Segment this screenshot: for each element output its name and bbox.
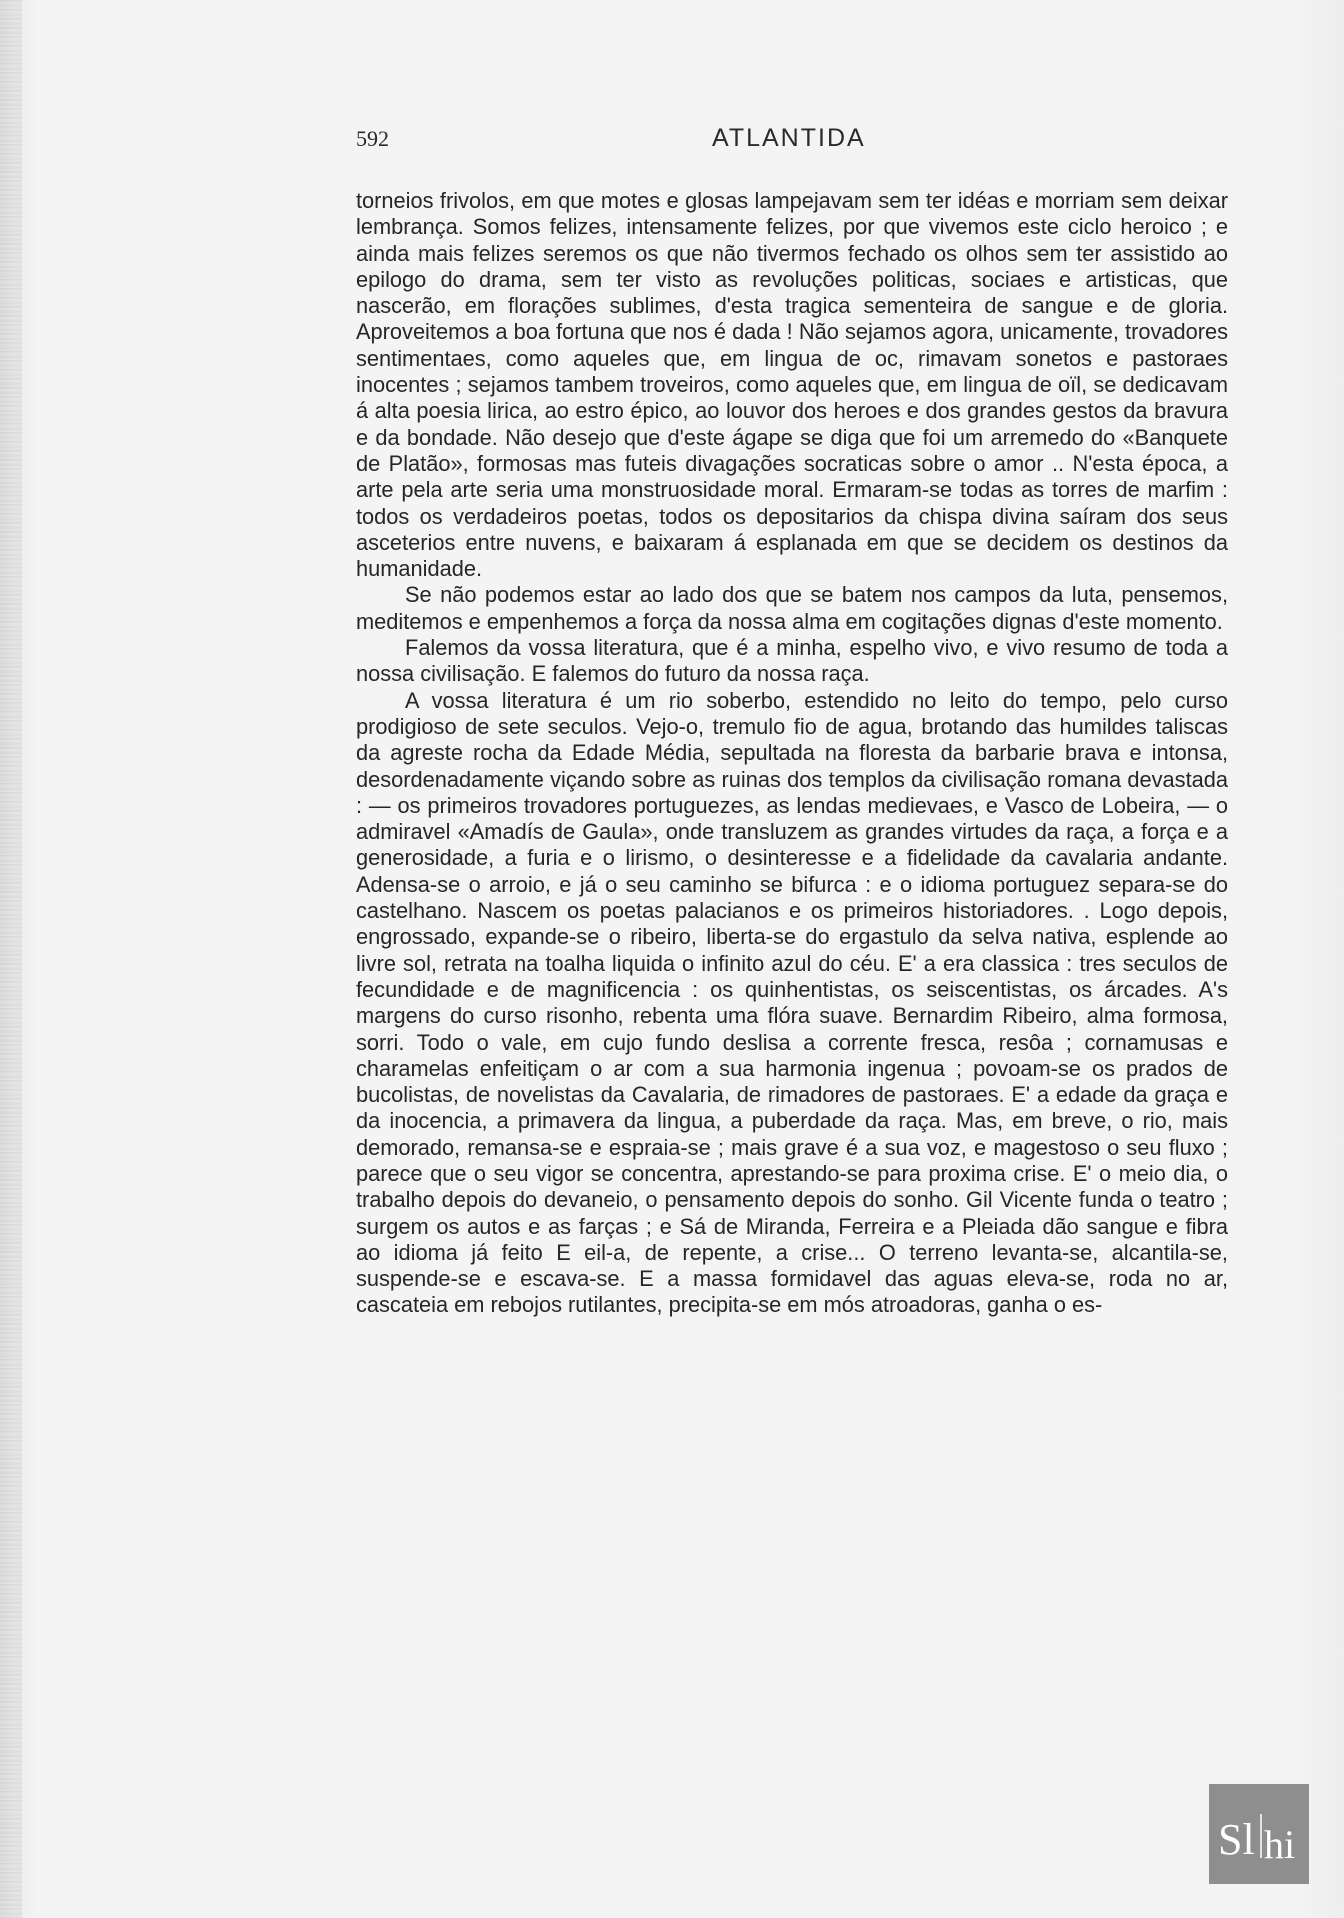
- paragraph: torneios frivolos, em que motes e glosas lampejavam sem ter idéas e morriam sem deixar lembrança. Somos felizes, intensamente felizes, por que vivemos este ciclo heroico ; e ainda mais felizes seremos os que não tivermos fechado os olhos sem ter assistido ao epilogo do drama, sem ter visto as revoluções politicas, sociaes e artisticas, que nascerão, em florações sublimes, d'esta tragica sementeira de sangue e de gloria. Aproveitemos a boa fortuna que nos é dada ! Não sejamos agora, unicamente, trovadores sentimentaes, como aqueles que, em lingua de oc, rimavam sonetos e pastoraes inocentes ; sejamos tambem troveiros, como aqueles que, em lingua de oïl, se dedicavam á alta poesia lirica, ao estro épico, ao louvor dos heroes e dos grandes gestos da bravura e da bondade. Não desejo que d'este ágape se diga que foi um arremedo do «Banquete de Platão», formosas mas futeis divagações socraticas sobre o amor .. N'esta época, a arte pela arte seria uma monstruosidade moral. Ermaram-se todas as torres de marfim : todos os verdadeiros poetas, todos os depositarios da chispa divina saíram dos seus asceterios entre nuvens, e baixaram á esplanada em que se decidem os destinos da humanidade.: [356, 188, 1228, 582]
- library-logo: [1209, 1784, 1309, 1884]
- page-header: [356, 126, 1226, 160]
- paragraph: Falemos da vossa literatura, que é a minha, espelho vivo, e vivo resumo de toda a nossa civilisação. E falemos do futuro da nossa raça.: [356, 635, 1228, 687]
- svg-text:hi: hi: [1264, 1822, 1296, 1867]
- body-text: [356, 188, 1228, 1319]
- svg-text:Sl: Sl: [1218, 1815, 1255, 1864]
- running-head-title: ATLANTIDA: [712, 124, 866, 152]
- slhi-logo-icon: [1209, 1784, 1309, 1884]
- paragraph: A vossa literatura é um rio soberbo, estendido no leito do tempo, pelo curso prodigioso de sete seculos. Vejo-o, tremulo fio de agua, brotando das humildes taliscas da agreste rocha da Edade Média, sepultada na floresta da barbarie brava e intonsa, desordenadamente viçando sobre as ruinas dos templos da civilisação romana devastada : — os primeiros trovadores portuguezes, as lendas medievaes, e Vasco de Lobeira, — o admiravel «Amadís de Gaula», onde transluzem as grandes virtudes da raça, a força e a generosidade, a furia e o lirismo, o desinteresse e a fidelidade da cavalaria andante. Adensa-se o arroio, e já o seu caminho se bifurca : e o idioma portuguez separa-se do castelhano. Nascem os poetas palacianos e os primeiros historiadores. . Logo depois, engrossado, expande-se o ribeiro, liberta-se do ergastulo da selva nativa, esplende ao livre sol, retrata na toalha liquida o infinito azul do céu. E' a era classica : tres seculos de fecundidade e de magnificencia : os quinhentistas, os seiscentistas, os árcades. A's margens do curso risonho, rebenta uma flóra suave. Bernardim Ribeiro, alma formosa, sorri. Todo o vale, em cujo fundo deslisa a corrente fresca, resôa ; cornamusas e charamelas enfeitiçam o ar com a sua harmonia ingenua ; povoam-se os prados de bucolistas, de novelistas da Cavalaria, de rimadores de pastoraes. E' a edade da graça e da inocencia, a primavera da lingua, a puberdade da raça. Mas, em breve, o rio, mais demorado, remansa-se e espraia-se ; mais grave é a sua voz, e magestoso o seu fluxo ; parece que o seu vigor se concentra, aprestando-se para proxima crise. E' o meio dia, o trabalho depois do devaneio, o pensamento depois do sonho. Gil Vicente funda o teatro ; surgem os autos e as farças ; e Sá de Miranda, Ferreira e a Pleiada dão sangue e fibra ao idioma já feito E eil-a, de repente, a crise... O terreno levanta-se, alcantila-se, suspende-se e escava-se. E a massa formidavel das aguas eleva-se, roda no ar, cascateia em rebojos rutilantes, precipita-se em mós atroadoras, ganha o es-: [356, 687, 1228, 1318]
- page-spine-edge: [0, 0, 22, 1918]
- page-number: 592: [356, 126, 389, 151]
- paragraph: Se não podemos estar ao lado dos que se batem nos campos da luta, pensemos, meditemos e empenhemos a força da nossa alma em cogitações dignas d'este momento.: [356, 582, 1228, 634]
